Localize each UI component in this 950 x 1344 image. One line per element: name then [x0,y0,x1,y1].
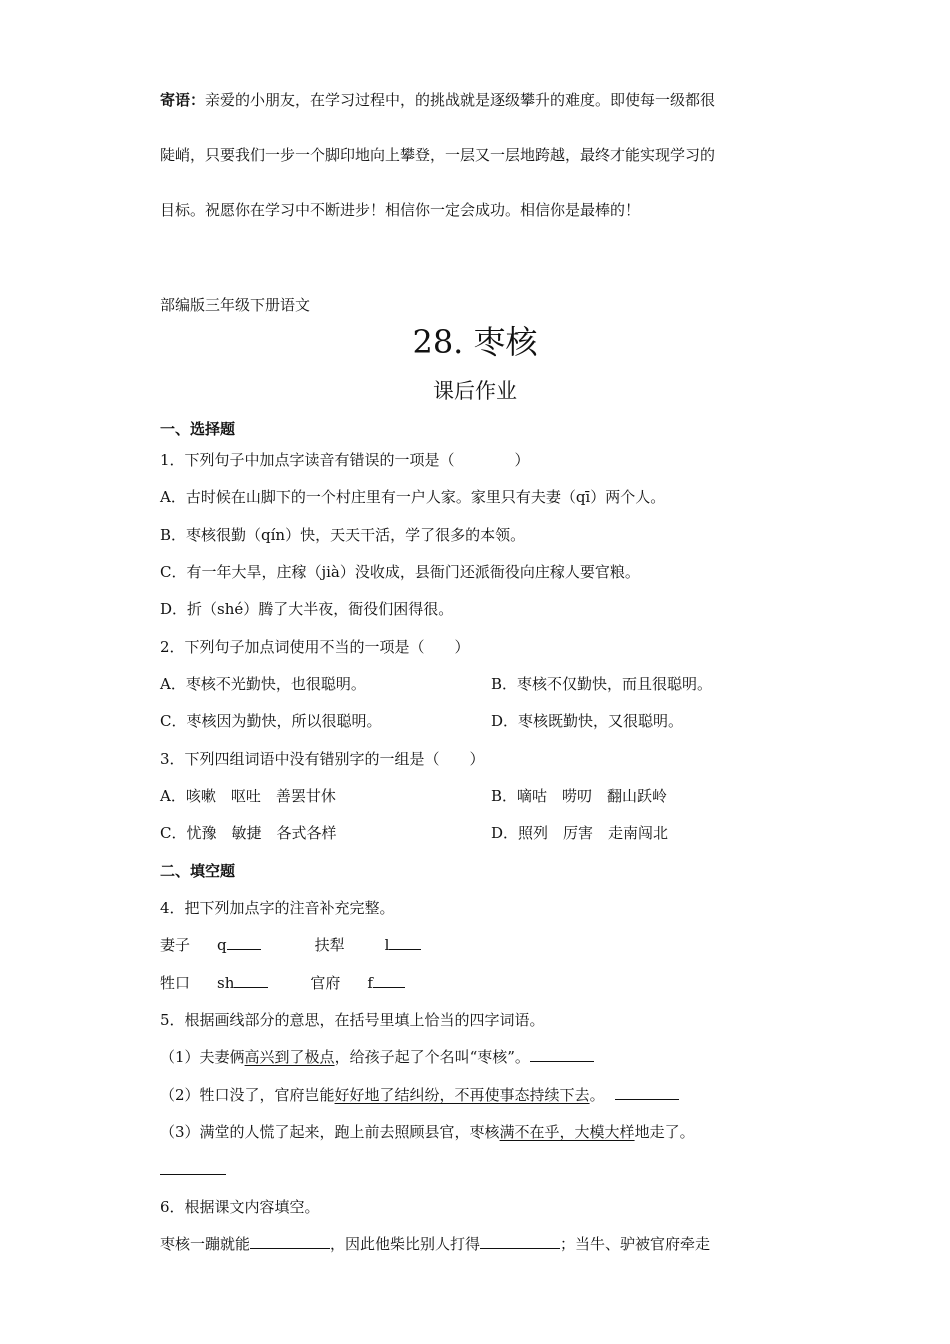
q5-sentence-1 [160,1047,594,1067]
q5-s3-post: 地走了。 [634,1123,695,1141]
q4-blank-4[interactable] [373,973,405,988]
q6-part-1: 枣核一蹦就能 [160,1235,251,1253]
q6-stem: 6．根据课文内容填空。 [160,1198,320,1216]
q2-stem: 2．下列句子加点词使用不当的一项是（ ） [160,638,470,656]
q4-blank-3[interactable] [234,973,268,988]
q4-row-1 [160,935,421,955]
q2-option-b: B．枣核不仅勤快，而且很聪明。 [491,675,713,693]
q2-option-c: C．枣核因为勤快，所以很聪明。 [160,712,382,730]
page-subtitle: 课后作业 [433,379,517,403]
q3-stem: 3．下列四组词语中没有错别字的一组是（ ） [160,750,485,768]
section-heading-choice: 一、选择题 [160,420,236,438]
intro-label: 寄语： [160,91,206,109]
q6-part-2: ，因此他柴比别人打得 [330,1235,481,1253]
q4-pinyin-2: l [384,936,390,954]
q5-blank-1[interactable] [530,1047,594,1062]
q1-option-d: D．折（shé）腾了大半夜，衙役们困得很。 [160,600,454,618]
q6-text [160,1234,710,1254]
q5-s2-underlined: 好好地了结纠纷，不再使事态持续下去 [334,1086,590,1104]
q5-stem: 5．根据画线部分的意思，在括号里填上恰当的四字词语。 [160,1011,545,1029]
q4-blank-2[interactable] [389,935,421,950]
q3-option-b: B．嘀咕 唠叨 翻山跃岭 [491,787,668,805]
q4-pinyin-4: f [367,974,373,992]
q3-option-d: D．照列 厉害 走南闯北 [491,824,669,842]
q5-blank-2[interactable] [615,1085,679,1100]
q5-s3-underlined: 满不在乎，大模大样 [499,1123,635,1141]
q6-part-3: ；当牛、驴被官府牵走 [560,1235,711,1253]
q3-option-c: C．忧豫 敏捷 各式各样 [160,824,337,842]
q4-pinyin-1: q [217,936,227,954]
subject-label: 部编版三年级下册语文 [160,296,311,314]
q1-option-a: A．古时候在山脚下的一个村庄里有一户人家。家里只有夫妻（qī）两个人。 [160,488,666,506]
q6-blank-2[interactable] [480,1234,560,1249]
q5-s2-post: 。 [589,1086,605,1104]
q4-word-1: 妻子 [160,936,191,954]
q5-s1-post: ，给孩子起了个名叫“枣核”。 [334,1048,530,1066]
intro-line-3: 目标。祝愿你在学习中不断进步！相信你一定会成功。相信你是最棒的！ [160,201,641,219]
q5-s2-pre: （2）牲口没了，官府岂能 [160,1086,335,1104]
intro-line-1 [160,90,715,110]
q4-word-4: 官府 [310,974,341,992]
q1-option-c: C．有一年大旱，庄稼（jià）没收成，县衙门还派衙役向庄稼人要官粮。 [160,563,640,581]
q5-s3-pre: （3）满堂的人慌了起来，跑上前去照顾县官，枣核 [160,1123,500,1141]
q1-option-b: B．枣核很勤（qín）快，天天干活，学了很多的本领。 [160,526,526,544]
intro-line-2: 陡峭，只要我们一步一个脚印地向上攀登，一层又一层地跨越，最终才能实现学习的 [160,146,716,164]
page-title: 28. 枣核 [412,323,538,361]
section-heading-fill: 二、填空题 [160,862,236,880]
q1-stem: 1．下列句子中加点字读音有错误的一项是（ ） [160,451,530,469]
q3-option-a: A．咳嗽 呕吐 善罢甘休 [160,787,336,805]
q2-option-d: D．枣核既勤快，又很聪明。 [491,712,684,730]
q6-blank-1[interactable] [250,1234,330,1249]
q4-stem: 4．把下列加点字的注音补充完整。 [160,899,395,917]
q4-word-2: 扶犁 [314,936,345,954]
q5-blank-3-line [160,1160,226,1180]
q4-pinyin-3: sh [217,974,235,992]
q4-blank-1[interactable] [227,935,261,950]
q4-row-2 [160,973,405,993]
intro-text-1: 亲爱的小朋友，在学习过程中，的挑战就是逐级攀升的难度。即使每一级都很 [205,91,716,109]
q2-option-a: A．枣核不光勤快，也很聪明。 [160,675,366,693]
q5-blank-3[interactable] [160,1160,226,1175]
q5-sentence-3 [160,1122,695,1142]
q4-word-3: 牲口 [160,974,191,992]
q5-s1-pre: （1）夫妻俩 [160,1048,245,1066]
q5-sentence-2 [160,1085,679,1105]
q5-s1-underlined: 高兴到了极点 [244,1048,335,1066]
